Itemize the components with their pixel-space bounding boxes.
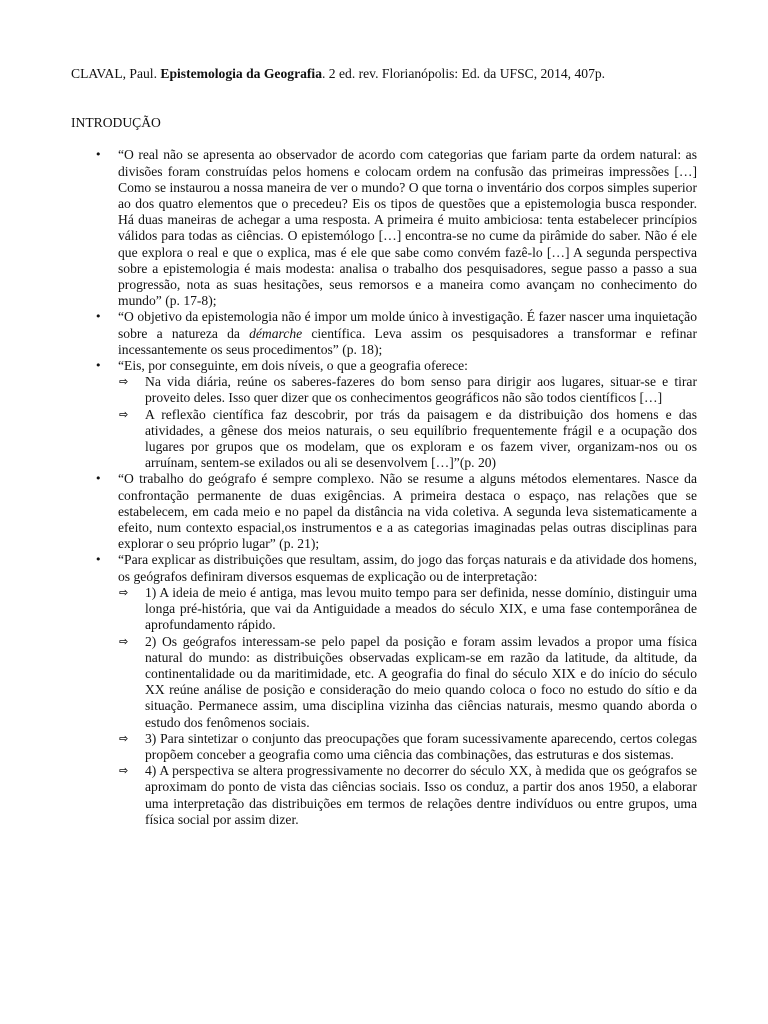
list-item (71, 358, 697, 471)
list-item-text: “O trabalho do geógrafo é sempre complexo. Não se resume a alguns métodos elementares. Nasce da confrontação permanente de duas exigências. A primeira destaca o espaço, nas relações que se estabelecem, em cada meio e no papel da distância na vida coletiva. A segunda leva sistematicamente a efeito, num contexto espacial,os instrumentos e a as categorias imaginadas pelas outras disciplinas para explorar o seu próprio lugar” (p. 21); (118, 471, 697, 552)
citation-details: . 2 ed. rev. Florianópolis: Ed. da UFSC, 2014, 407p. (322, 66, 606, 81)
bullet-icon: • (95, 359, 102, 373)
sub-list-item-text: 4) A perspectiva se altera progressivamente no decorrer do século XX, à medida que os geógrafos se aproximam do ponto de vista das ciências sociais. Isso os conduz, a partir dos anos 1950, a elaborar uma interpretação das distribuições em termos de relações dentre indivíduos ou entre grupos, uma física social por assim dizer. (145, 763, 697, 827)
italic-term: démarche (249, 325, 303, 341)
sub-list-item (118, 763, 697, 828)
sub-list (118, 374, 697, 471)
arrow-right-icon: ⇨ (119, 731, 129, 745)
list-item-text: científica. Leva assim os pesquisadores a transformar e refinar incessantemente os seus procedimentos” (p. 18); (118, 325, 697, 357)
citation-author: CLAVAL, Paul. (71, 66, 157, 81)
sub-list-item (118, 374, 697, 406)
main-list (71, 147, 697, 828)
sub-list (118, 585, 697, 828)
bibliographic-citation (71, 66, 697, 82)
bullet-icon: • (95, 553, 102, 567)
sub-list-item-text: 3) Para sintetizar o conjunto das preocupações que foram sucessivamente aparecendo, certos colegas propõem conceber a geografia como uma ciência das combinações, das estruturas e dos sistemas. (145, 730, 697, 762)
citation-title: Epistemologia da Geografia (160, 66, 322, 81)
sub-list-item-text: 2) Os geógrafos interessam-se pelo papel da posição e foram assim levados a propor uma física natural do mundo: as distribuições observadas explicam-se em razão da latitude, da altitude, da continentalidade ou da maritimidade, etc. A geografia do final do século XIX e do início do século XX reúne análise de posição e consideração do meio quando coloca o foco no estudo do sítio e da situação. Permanece assim, uma disciplina vizinha das ciências naturais, mesmo quando aborda o estudo dos fenômenos sociais. (145, 633, 697, 730)
section-heading: INTRODUÇÃO (71, 115, 161, 131)
arrow-right-icon: ⇨ (119, 375, 129, 389)
sub-list-item (118, 634, 697, 731)
list-item (71, 147, 697, 309)
sub-list-item (118, 585, 697, 634)
arrow-right-icon: ⇨ (119, 585, 129, 599)
bullet-icon: • (95, 310, 102, 324)
arrow-right-icon: ⇨ (119, 407, 129, 421)
bullet-icon: • (95, 472, 102, 486)
list-item-text: “O objetivo da epistemologia não é impor um molde único à investigação. É fazer nascer uma inquietação sobre a natureza da (118, 309, 697, 341)
list-item-text: “Eis, por conseguinte, em dois níveis, o que a geografia oferece: (118, 358, 468, 374)
arrow-right-icon: ⇨ (119, 634, 129, 648)
sub-list-item-text: A reflexão científica faz descobrir, por trás da paisagem e da distribuição dos homens e das atividades, a gênese dos meios naturais, o seu equilíbrio frequentemente frágil e a ocupação dos lugares por grupos que os modelam, que os exploram e os fazem viver, organizam-nos ou os arruínam, sentem-se exilados ou ali se desenvolvem […]”(p. 20) (145, 406, 697, 471)
sub-list-item (118, 407, 697, 472)
bullet-icon: • (95, 148, 102, 162)
list-item (71, 309, 697, 358)
arrow-right-icon: ⇨ (119, 764, 129, 778)
sub-list-item-text: Na vida diária, reúne os saberes-fazeres do bom senso para dirigir aos lugares, situar-se e tirar proveito deles. Isso quer dizer que os conhecimentos geográficos não são todos científicos […] (145, 374, 697, 406)
list-item (71, 471, 697, 552)
list-item-text: “Para explicar as distribuições que resultam, assim, do jogo das forças naturais e da atividade dos homens, os geógrafos definiram diversos esquemas de explicação ou de interpretação: (118, 552, 697, 584)
list-item-text: “O real não se apresenta ao observador de acordo com categorias que fariam parte da ordem natural: as divisões foram construídas pelos homens e colocam ordem na confusão das primeiras impressões […] Como se instaurou a nossa maneira de ver o mundo? O que torna o inventário dos corpos simples superior ao dos quatro elementos que o precedeu? Eis os tipos de questões que a epistemologia busca responder. Há duas maneiras de achegar a uma resposta. A primeira é muito ambiciosa: tenta estabelecer princípios válidos para todas as ciências. O epistemólogo […] encontra-se no cume da pirâmide do saber. Não é ele que explora o real e que o explica, mas é ele que sabe como convém fazê-lo […] A segunda perspectiva sobre a epistemologia é mais modesta: analisa o trabalho dos pesquisadores, segue passo a passo a sua progressão, nota as suas hesitações, seus remorsos e a maneira como avançam no conhecimento do mundo” (p. 17-8); (118, 147, 697, 309)
list-item (71, 552, 697, 827)
sub-list-item-text: 1) A ideia de meio é antiga, mas levou muito tempo para ser definida, nesse domínio, distinguir uma longa pré-história, que vai da Antiguidade a meados do século XIX, e uma fase contemporânea de aprofundamento rápido. (145, 584, 697, 633)
sub-list-item (118, 731, 697, 763)
